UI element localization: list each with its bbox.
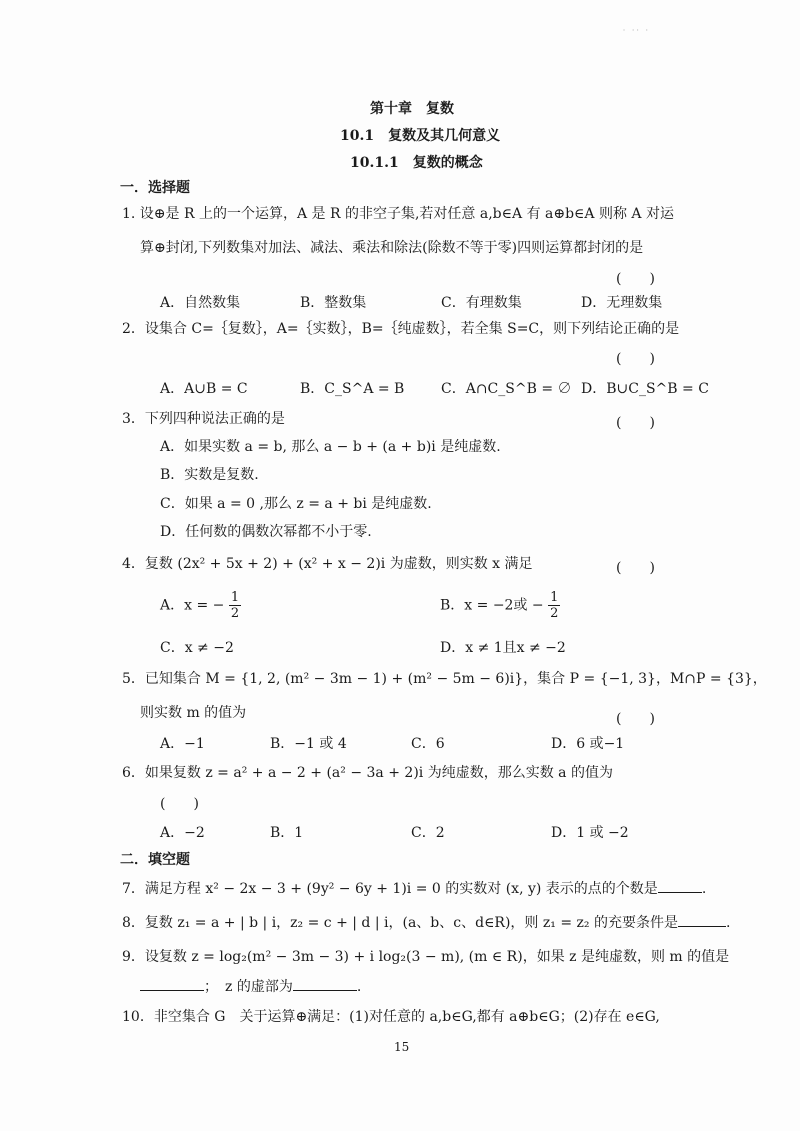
question-3-stem: 3．下列四种说法正确的是	[122, 411, 285, 427]
section-heading-choice: 一．选择题	[120, 180, 190, 196]
answer-paren: ( )	[616, 560, 655, 576]
question-8-end: .	[725, 915, 731, 931]
subsection-title: 10.1.1 复数的概念	[350, 155, 483, 171]
q1-option-b: B．整数集	[300, 295, 367, 311]
page-number: 15	[394, 1040, 410, 1054]
fraction	[548, 590, 560, 621]
q2-option-a: A．A∪B = C	[160, 381, 248, 397]
answer-blank[interactable]	[140, 990, 204, 991]
question-5-line-1: 5．已知集合 M = {1, 2, (m² − 3m − 1) + (m² − 5m − 6)i}，集合 P = {−1, 3}，M∩P = {3}，	[122, 671, 767, 687]
question-1-line-1: 1. 设⊕是 R 上的一个运算，A 是 R 的非空子集,若对任意 a,b∈A 有 a⊕b∈A 则称 A 对运	[122, 206, 674, 222]
answer-blank[interactable]	[658, 892, 702, 893]
question-4-stem: 4．复数 (2x² + 5x + 2) + (x² + x − 2)i 为虚数，则实数 x 满足	[122, 556, 533, 572]
question-10-line-1: 10．非空集合 G 关于运算⊕满足：(1)对任意的 a,b∈G,都有 a⊕b∈G；(2)存在 e∈G,	[122, 1009, 660, 1025]
question-5-line-2: 则实数 m 的值为	[140, 705, 247, 721]
question-9-end: .	[356, 979, 362, 995]
question-1-line-2: 算⊕封闭,下列数集对加法、减法、乘法和除法(除数不等于零)四则运算都封闭的是	[140, 240, 644, 256]
q4-option-b-prefix: B．x = −2或 −	[440, 597, 544, 614]
answer-paren: ( )	[160, 796, 199, 812]
q3-option-d: D．任何数的偶数次幂都不小于零.	[160, 524, 372, 540]
fraction	[229, 590, 241, 621]
q4-option-c: C．x ≠ −2	[160, 640, 234, 656]
question-7-stem: 7．满足方程 x² − 2x − 3 + (9y² − 6y + 1)i = 0 的实数对 (x, y) 表示的点的个数是	[122, 881, 658, 897]
q1-option-d: D．无理数集	[581, 295, 663, 311]
q6-option-b: B．1	[270, 825, 304, 841]
question-6-stem: 6．如果复数 z = a² + a − 2 + (a² − 3a + 2)i 为纯虚数，那么实数 a 的值为	[122, 765, 613, 781]
fraction-numerator: 1	[550, 590, 559, 605]
q5-option-d: D．6 或−1	[551, 736, 625, 752]
q3-option-a: A．如果实数 a = b, 那么 a − b + (a + b)i 是纯虚数.	[160, 439, 501, 455]
fraction-numerator: 1	[230, 590, 240, 605]
q2-option-c: C．A∩C_S^B = ∅	[441, 381, 572, 397]
answer-paren: ( )	[616, 351, 655, 367]
chapter-title: 第十章 复数	[370, 101, 454, 117]
q4-option-b	[440, 590, 560, 621]
q3-option-b: B．实数是复数.	[160, 467, 259, 483]
answer-paren: ( )	[616, 415, 655, 431]
fraction-denominator: 2	[550, 606, 559, 621]
question-7	[122, 880, 706, 898]
question-8-stem: 8．复数 z₁ = a + | b | i，z₂ = c + | d | i，(a、b、c、d∈R)，则 z₁ = z₂ 的充要条件是	[122, 915, 678, 931]
answer-blank[interactable]	[678, 926, 726, 927]
answer-paren: ( )	[616, 711, 655, 727]
q2-option-b: B．C_S^A = B	[300, 381, 405, 397]
q5-option-c: C．6	[411, 736, 445, 752]
answer-blank[interactable]	[293, 990, 357, 991]
question-9-line-2	[140, 978, 361, 996]
question-9-mid: ； z 的虚部为	[204, 979, 293, 995]
section-title: 10.1 复数及其几何意义	[340, 128, 501, 144]
q6-option-c: C．2	[411, 825, 445, 841]
q5-option-a: A．−1	[160, 736, 205, 752]
section-heading-fill: 二．填空题	[120, 852, 190, 868]
q3-option-c: C．如果 a = 0 ,那么 z = a + bi 是纯虚数.	[160, 496, 432, 512]
q4-option-d: D．x ≠ 1且x ≠ −2	[440, 640, 566, 656]
q5-option-b: B．−1 或 4	[270, 736, 347, 752]
q4-option-a-prefix: A．x = −	[160, 597, 225, 614]
answer-paren: ( )	[616, 271, 655, 287]
q6-option-d: D．1 或 −2	[551, 825, 629, 841]
question-2-stem: 2．设集合 C=｛复数｝，A=｛实数｝，B=｛纯虚数｝，若全集 S=C，则下列结论正确的是	[122, 321, 680, 337]
q4-option-a	[160, 590, 241, 621]
scan-artifact: · ·· ·	[622, 26, 650, 35]
q6-option-a: A．−2	[160, 825, 205, 841]
question-9-line-1: 9．设复数 z = log₂(m² − 3m − 3) + i log₂(3 − m), (m ∈ R)，如果 z 是纯虚数，则 m 的值是	[122, 949, 730, 965]
q1-option-c: C．有理数集	[441, 295, 522, 311]
q2-option-d: D．B∪C_S^B = C	[581, 381, 709, 397]
question-7-end: .	[701, 881, 707, 897]
question-8	[122, 914, 730, 932]
q1-option-a: A．自然数集	[160, 295, 241, 311]
fraction-denominator: 2	[230, 606, 240, 621]
